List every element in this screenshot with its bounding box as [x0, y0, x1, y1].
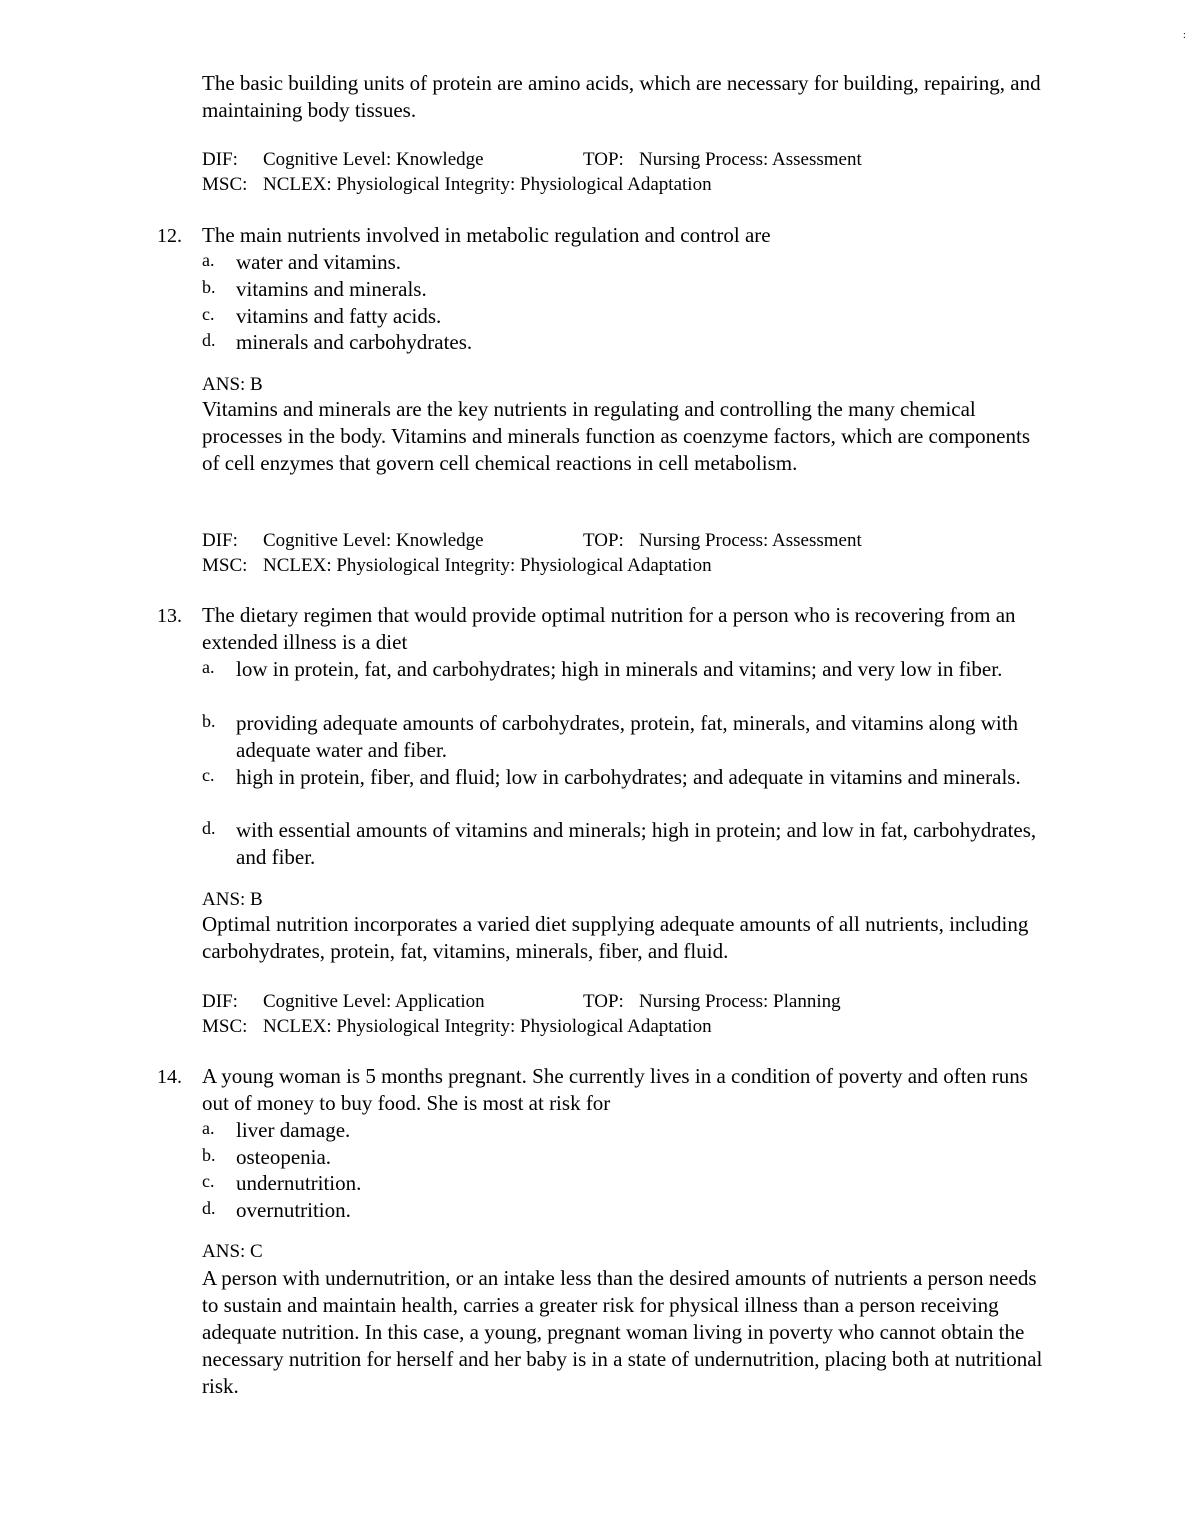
question-12-answer: ANS: B [202, 374, 263, 395]
choice-letter: d. [202, 1198, 216, 1218]
choice-letter: c. [202, 765, 215, 785]
question-13-meta [202, 989, 1052, 1039]
dif-value: Cognitive Level: Application [263, 991, 485, 1012]
dif-value: Cognitive Level: Knowledge [263, 149, 484, 170]
msc-value: NCLEX: Physiological Integrity: Physiological Adaptation [263, 1016, 712, 1037]
question-13-number: 13. [157, 605, 182, 627]
question-13-choice-a [202, 656, 1052, 683]
question-12-stem: The main nutrients involved in metabolic regulation and control are [202, 223, 771, 247]
question-14-answer: ANS: C [202, 1241, 263, 1262]
question-12-choice-b [202, 276, 1052, 303]
msc-label: MSC: [202, 1016, 248, 1037]
top-value: Nursing Process: Assessment [639, 149, 862, 170]
question-13-choice-c [202, 764, 1052, 791]
choice-letter: a. [202, 250, 215, 270]
choice-letter: d. [202, 818, 216, 838]
choice-text: osteopenia. [236, 1145, 332, 1169]
choice-text: vitamins and fatty acids. [236, 304, 442, 328]
intro-meta [202, 147, 1052, 197]
question-13-choice-d [202, 817, 1052, 871]
question-14-choice-a [202, 1117, 1052, 1144]
top-label: TOP: [583, 530, 624, 551]
top-label: TOP: [583, 149, 624, 170]
question-14-choice-d [202, 1197, 1052, 1224]
question-13-answer: ANS: B [202, 889, 263, 910]
question-13-choice-b [202, 710, 1052, 764]
page-corner-mark: : [1183, 30, 1186, 41]
choice-text: providing adequate amounts of carbohydrates, protein, fat, minerals, and vitamins along with adequate water and fiber. [236, 711, 1019, 762]
msc-value: NCLEX: Physiological Integrity: Physiological Adaptation [263, 174, 712, 195]
msc-label: MSC: [202, 174, 248, 195]
choice-letter: c. [202, 1171, 215, 1191]
question-12-rationale: Vitamins and minerals are the key nutrients in regulating and controlling the many chemical processes in the body. Vitamins and minerals function as coenzyme factors, which are components of cell enzymes that govern cell chemical reactions in cell metabolism. [202, 397, 1031, 475]
choice-text: low in protein, fat, and carbohydrates; high in minerals and vitamins; and very low in fiber. [236, 657, 1003, 681]
dif-label: DIF: [202, 149, 238, 170]
question-13-stem: The dietary regimen that would provide optimal nutrition for a person who is recovering from an extended illness is a diet [202, 603, 1016, 654]
question-14-number: 14. [157, 1066, 182, 1088]
choice-letter: d. [202, 330, 216, 350]
choice-letter: b. [202, 1145, 216, 1165]
choice-text: undernutrition. [236, 1171, 362, 1195]
question-14-choice-c [202, 1170, 1052, 1197]
question-12-choice-d [202, 329, 1052, 356]
choice-letter: a. [202, 657, 215, 677]
top-label: TOP: [583, 991, 624, 1012]
choice-text: minerals and carbohydrates. [236, 330, 473, 354]
top-value: Nursing Process: Assessment [639, 530, 862, 551]
question-12-number: 12. [157, 225, 182, 247]
question-14-choice-b [202, 1144, 1052, 1171]
dif-label: DIF: [202, 991, 238, 1012]
choice-text: overnutrition. [236, 1198, 351, 1222]
choice-letter: a. [202, 1118, 215, 1138]
choice-text: liver damage. [236, 1118, 351, 1142]
choice-text: high in protein, fiber, and fluid; low in carbohydrates; and adequate in vitamins and minerals. [236, 765, 1021, 789]
question-12-meta [202, 528, 1052, 578]
dif-label: DIF: [202, 530, 238, 551]
question-14-stem: A young woman is 5 months pregnant. She currently lives in a condition of poverty and often runs out of money to buy food. She is most at risk for [202, 1064, 1028, 1115]
msc-value: NCLEX: Physiological Integrity: Physiological Adaptation [263, 555, 712, 576]
choice-text: with essential amounts of vitamins and minerals; high in protein; and low in fat, carbohydrates, and fiber. [236, 818, 1037, 869]
msc-label: MSC: [202, 555, 248, 576]
choice-text: water and vitamins. [236, 250, 402, 274]
dif-value: Cognitive Level: Knowledge [263, 530, 484, 551]
question-12-choice-c [202, 303, 1052, 330]
choice-text: vitamins and minerals. [236, 277, 427, 301]
question-12-choice-a [202, 249, 1052, 276]
choice-letter: b. [202, 711, 216, 731]
question-14-rationale: A person with undernutrition, or an intake less than the desired amounts of nutrients a person needs to sustain and maintain health, carries a greater risk for physical illness than a person receiving adequate nutrition. In this case, a young, pregnant woman living in poverty who cannot obtain the necessary nutrition for herself and her baby is in a state of undernutrition, placing both at nutritional risk. [202, 1266, 1043, 1398]
intro-rationale: The basic building units of protein are amino acids, which are necessary for building, repairing, and maintaining body tissues. [202, 71, 1041, 122]
top-value: Nursing Process: Planning [639, 991, 841, 1012]
choice-letter: b. [202, 277, 216, 297]
question-13-rationale: Optimal nutrition incorporates a varied diet supplying adequate amounts of all nutrients, including carbohydrates, protein, fat, vitamins, minerals, fiber, and fluid. [202, 912, 1029, 963]
choice-letter: c. [202, 304, 215, 324]
